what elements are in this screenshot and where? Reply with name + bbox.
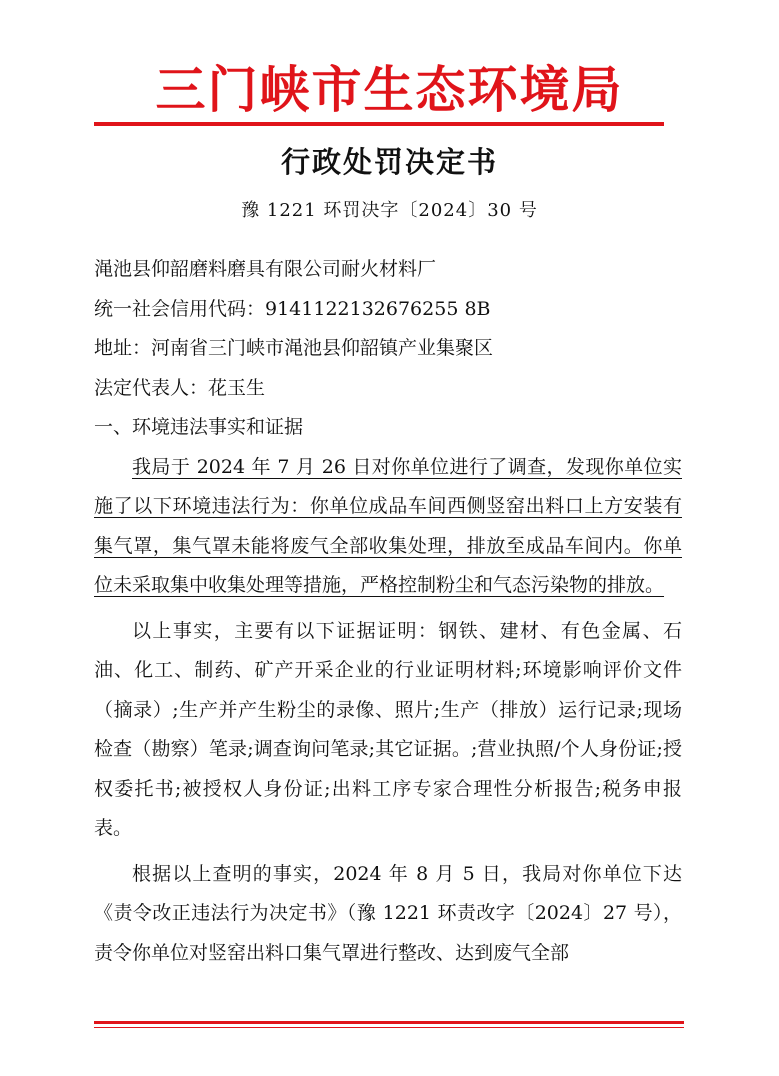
footer-red-rule [94,1021,684,1024]
violation-facts-paragraph: 我局于 2024 年 7 月 26 日对你单位进行了调查，发现你单位实施了以下环境违法行为：你单位成品车间西侧竖窑出料口上方安装有集气罩，集气罩未能将废气全部收集处理，排放至成品车间内。你单位未采取集中收集处理等措施，严格控制粉尘和气态污染物的排放。 [94,455,682,596]
footer-red-rule-thin [94,1027,684,1028]
evidence-paragraph: 以上事实，主要有以下证据证明：钢铁、建材、有色金属、石油、化工、制药、矿产开采企业的行业证明材料;环境影响评价文件（摘录）;生产并产生粉尘的录像、照片;生产（排放）运行记录;现场检查（勘察）笔录;调查询问笔录;其它证据。;营业执照/个人身份证;授权委托书;被授权人身份证;出料工序专家合理性分析报告;税务申报表。 [94,619,682,839]
party-name: 渑池县仰韶磨料磨具有限公司耐火材料厂 [94,258,437,280]
section-heading-facts: 一、环境违法事实和证据 [94,416,304,438]
issuing-authority-header: 三门峡市生态环境局 [155,60,624,119]
header-red-rule [94,122,664,126]
correction-order-paragraph: 根据以上查明的事实，2024 年 8 月 5 日，我局对你单位下达《责令改正违法行为决定书》（豫 1221 环责改字〔2024〕27 号），责令你单位对竖窑出料口集气罩进行整改、达到废气全部 [94,862,682,964]
address: 地址：河南省三门峡市渑池县仰韶镇产业集聚区 [94,337,494,359]
document-title: 行政处罚决定书 [280,145,498,179]
document-number: 豫 1221 环罚决字〔2024〕30 号 [241,200,538,221]
legal-representative: 法定代表人：花玉生 [94,376,266,399]
document-body [94,250,682,973]
credit-code: 统一社会信用代码：9141122132676255 8B [94,297,491,320]
